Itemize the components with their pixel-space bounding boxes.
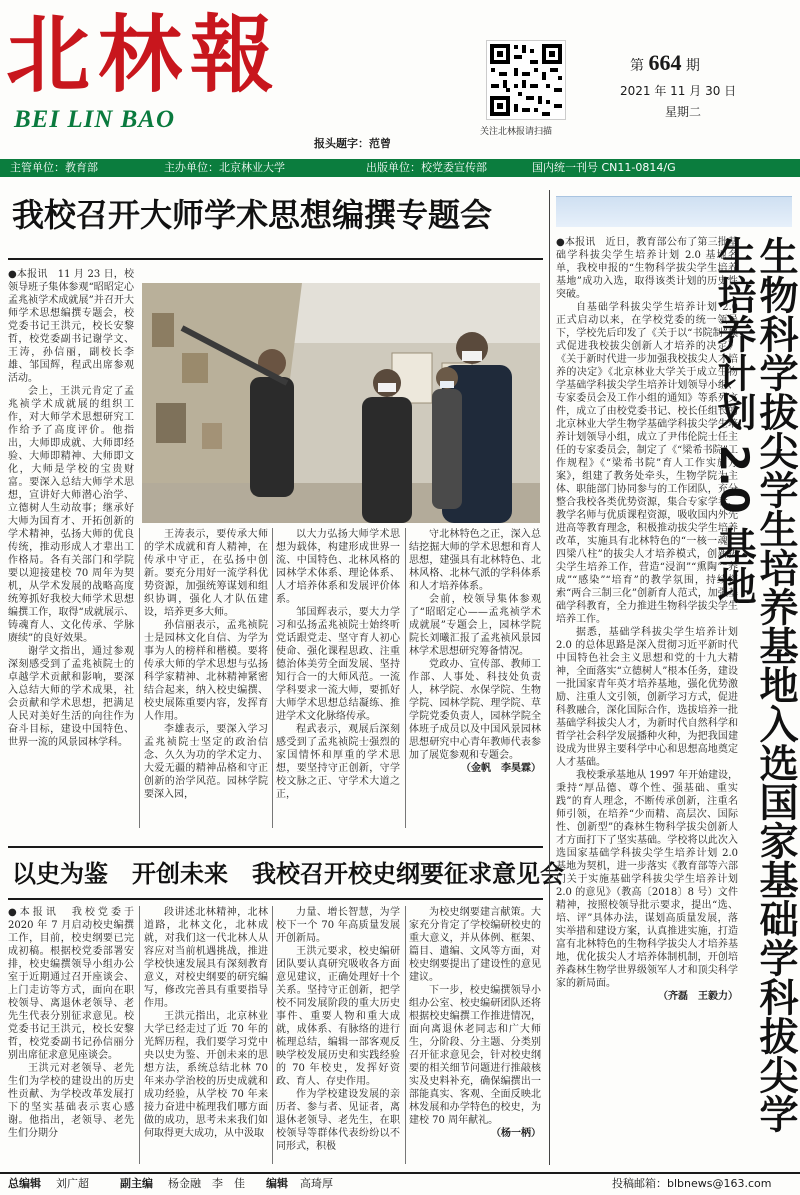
paragraph: 王洪元指出，北京林业大学已经走过了近 70 年的光辉历程，我们要学习党中央以史为鉴、开创未来的思想方法，系统总结北林 70 年来办学治校的历史成就和成功经验，从学校 70 年来接力奋进中梳理我们哪方面做的成功，思考未来我们如何取得更大成功，从中汲取 (144, 1011, 268, 1139)
byline: （杨一柄） (491, 1128, 541, 1139)
issue-prefix: 第 (630, 58, 644, 74)
article-headline[interactable]: 以史为鉴 开创未来 我校召开校史纲要征求意见会 (12, 859, 564, 888)
article-column (144, 528, 268, 840)
paragraph: 党政办、宣传部、教师工作部、人事处、科技处负责人，林学院、水保学院、生物学院、园林学院、理学院、草学院党委负责人，园林学院全体班子成员以及中国风景园林思想研究中心青年教师代表参加了展览参观和专题会。 (409, 659, 541, 761)
supervisor-unit: 主管单位：教育部 (10, 161, 98, 174)
article-column (276, 906, 400, 1166)
deputy-editor-label: 副主编 (120, 1177, 153, 1190)
paragraph: 王洪元对老领导、老先生们为学校的建设出的历史性贡献、为学校改革发展打下的坚实基础表示衷心感谢。他指出，老领导、老先生们分期分 (8, 1063, 134, 1139)
issue-number-value: 664 (648, 50, 682, 75)
chief-editor: 刘广超 (56, 1177, 89, 1190)
title-credit: 报头题字：范曾 (314, 137, 391, 150)
qr-code-icon[interactable] (486, 40, 566, 120)
paragraph: 王洪元要求，校史编研团队要认真研究吸收各方面意见建议，正确处理好十个关系。坚持守正创新，把学校不同发展阶段的重大历史事件、重要人物和重大成就，成体系、有脉络的进行梳理总结，编辑一部客观反映学校发展历史和实践经验的 70 年校史，发挥好资政、育人、存史作用。 (276, 946, 400, 1087)
news-photo[interactable] (142, 283, 540, 523)
paragraph: 谢学文指出，通过参观深刻感受到了孟兆祯院士的卓越学术贡献和影响，要深入总结大师的学术成果，社会贡献和学术思想，把满足人民对美好生活的向往作为奋斗目标，建设中国特色、世界一流的风景园林学科。 (8, 646, 134, 748)
column-divider (272, 528, 273, 828)
paragraph: 我校秉承基地从 1997 年开始建设，秉持“厚品德、尊个性、强基础、重实践”的育人理念，不断传承创新，注重名师引领，在培养“少而精、高层次、国际性、创新型”的森林生物科学拔尖创新人才方面打下了坚实基础。学校将以此次入选国家基础学科拔尖学生培养计划 2.0 基地为契机，进一步落实《教育部等六部门关于实施基础学科拔尖学生培养计划 2.0 的意见》（教高〔2018〕8 号）文件精神，按照校领导批示要求，提出“选、培、评”具体办法，谋划高质量发展，落实举措和建设方案，认真推进实施，打造富有北林特色的生物科学拔尖人才培养基地，优化拔尖人才培养体制机制，开创培养森林生物学世界级领军人才和顶尖科学家的新局面。 (556, 770, 738, 989)
paragraph: 王涛表示，要传承大师的学术成就和育人精神，在传承中守正，在弘扬中创新。要充分用好一流学科优势资源，加强统筹谋划和组织协调，强化人才队伍建设，培养更多大师。 (144, 529, 268, 618)
cn-number: 国内统一刊号 CN11-0814/G (532, 161, 676, 174)
section-divider (549, 190, 550, 1165)
article-column (409, 906, 541, 1166)
submission-email[interactable]: 投稿邮箱：blbnews@163.com (612, 1177, 772, 1190)
publisher-unit: 出版单位：校党委宣传部 (366, 161, 487, 174)
paragraph: 自基础学科拔尖学生培养计划 2.0 正式启动以来，在学校党委的统一领导下，学校先后印发了《关于以“书院制”模式促进我校拔尖创新人才培养的决定》《关于新时代进一步加强我校拔尖人才培养的决定》《北京林业大学关于成立生物学基础学科拔尖学生培养计划领导小组、专家委员会及工作小组的通知》等系列文件，成立了由校党委书记、校长任组长的北京林业大学生物学基础学科拔尖学生培养计划领导小组，成立了尹伟伦院士任主任的专家委员会，制定了《“梁希书院”工作规程》《“梁希书院”育人工作实施方案》，组建了教务处牵头，生物学院为主体、职能部门协同参与的工作团队，充分整合我校各类优势资源，集合专家学者、教学名师与优质课程资源，吸收国内外先进高等教育理念，积极推动拔尖学生培养改革，实施具有北林特色的“一核一魂、四梁八柱”的拔尖人才培养模式，创新拔尖学生培养工作，营造“浸润”“熏陶”“养成”“感染”“培育”的教学氛围，持续探索“两合三制三化”创新育人范式，加强基础学科教育，全力推进生物科学拔尖学生培养工作。 (556, 302, 738, 625)
divider (8, 846, 543, 848)
paragraph: 力量、增长智慧，为学校下一个 70 年高质量发展开创新局。 (276, 907, 400, 944)
article-column (8, 268, 134, 843)
publication-info-bar (0, 159, 800, 177)
paragraph: 李雄表示，要深入学习孟兆祯院士坚定的政治信念、久久为功的学术定力、大爱无疆的精神品格和守正创新的治学风范。园林学院要深入园， (144, 724, 268, 800)
editor: 高琦厚 (300, 1177, 333, 1190)
paragraph: 程武表示，观展后深刻感受到了孟兆祯院士强烈的家国情怀和厚重的学术思想，要坚持守正创新，守学校文脉之正、守学术大道之正， (276, 724, 400, 800)
article-column (276, 528, 400, 840)
paragraph: 据悉，基础学科拔尖学生培养计划 2.0 的总体思路是深入贯彻习近平新时代中国特色社会主义思想和党的十九大精神，全面落实“立德树人”根本任务，建设一批国家青年英才培养基地，强化优势激励、注重人文引领，创新学习方式，促进科教融合，深化国际合作，选拔培养一批基础学科拔尖人才，为新时代自然科学和哲学社会科学发展播种火种，为把我国建设成为世界主要科学中心和思想高地奠定人才基础。 (556, 627, 738, 768)
column-divider (139, 906, 140, 1164)
article-column (144, 906, 268, 1166)
article-column (8, 906, 134, 1166)
paragraph: 段讲述北林精神，北林道路，北林文化，北林成就，对我们这一代北林人从容应对当前机遇挑战，推进学校快速发展具有深刻教育意义，对校史纲要的研究编写，修改完善具有重要指导作用。 (144, 907, 268, 1009)
paragraph: 会上，王洪元肯定了孟兆祯学术成就展的组织工作，对大师学术思想研究工作给予了高度评价。他指出，大师即成就、大师即经验、大师即精神、大师即文化，大师是学校的宝贵财富。要深入总结大师学术思想，宣讲好大师潜心治学、立德树人生动故事；继承好大师为国育才、开拓创新的学术精神，弘扬大师的优良传统，推动形成人才辈出工作格局。各有关部门和学院要以迎接建校 70 周年为契机，从学术发展的战略高度统筹抓好我校大师学术思想编撰工作，取得“成就展示、铸魂育人、文化传承、学脉赓续”的良好效果。 (8, 386, 134, 644)
masthead (0, 0, 800, 158)
feature-headline[interactable]: 生物科学拔尖学生培养基地入选国家基础学科拔尖学生培养计划 2.0 基地 (711, 236, 798, 1133)
paragraph: ●本报讯 我校党委于 2020 年 7 月启动校史编撰工作，目前，校史纲要已完成初稿。根据校党委部署安排，校史编撰领导小组办公室于近期通过召开座谈会、上门走访等方式，面向在职校领导、离退休老领导、老先生代表分别征求意见。校党委书记王洪元，校长安黎哲，校党委副书记孙信丽分别出席征求意见座谈会。 (8, 907, 134, 1061)
article-column (409, 528, 541, 840)
paragraph: 下一步，校史编撰领导小组办公室、校史编研团队还将根据校史编撰工作推进情况，面向离退休老同志和广大师生，分阶段、分主题、分类别召开征求意见会，针对校史纲要的相关细节问题进行推敲核实及史料补充，确保编撰出一部能真实、客观、全面反映北林发展和办学特色的校史，为建校 70 周年献礼。 (409, 985, 541, 1126)
newspaper-logo-english: BEI LIN BAO (14, 106, 176, 133)
paragraph: 邹国辉表示，要大力学习和弘扬孟兆祯院士始终听党话跟党走、坚守育人初心使命、强化课程思政、注重德治体美劳全面发展、坚持知行合一的大师风范。一流学科要求一流大师，要抓好大师学术思想总结凝练、推进学术文化脉络传承。 (276, 607, 400, 722)
issue-suffix: 期 (685, 58, 700, 74)
byline: （齐磊 王毅力） (658, 991, 738, 1002)
column-divider (405, 906, 406, 1164)
sponsor-unit: 主办单位：北京林业大学 (164, 161, 285, 174)
footer (0, 1172, 800, 1195)
paragraph: 为校史纲要建言献策。大家充分肯定了学校编研校史的重大意义，并从体例、框架、篇目、遣编、文风等方面，对校史纲要提出了建设性的意见建议。 (409, 907, 541, 983)
editor-label: 编辑 (266, 1177, 288, 1190)
article-headline[interactable]: 我校召开大师学术思想编撰专题会 (12, 196, 493, 234)
paragraph: 会前，校领导集体参观了“昭昭定心——孟兆祯学术成就展”专题会上，园林学院院长刘曦汇报了孟兆祯风景园林学术思想研究筹备情况。 (409, 594, 541, 657)
column-divider (272, 906, 273, 1164)
deputy-editor: 杨金融 李 佳 (168, 1177, 245, 1190)
paragraph: ●本报讯 近日，教育部公布了第三批基础学科拔尖学生培养计划 2.0 基地名单，我校申报的“生物科学拔尖学生培养基地”成功入选，取得该类计划的历史性突破。 (556, 237, 738, 300)
column-divider (139, 528, 140, 828)
column-divider (405, 528, 406, 828)
issue-weekday: 星期二 (665, 105, 702, 119)
byline: （金帆 李昊霖） (461, 763, 541, 774)
newspaper-logo: 北林報 (6, 5, 283, 104)
paragraph: ●本报讯 11 月 23 日，校领导班子集体参观“昭昭定心孟兆祯学术成就展”并召开大师学术思想编撰专题会，校党委书记王洪元，校长安黎哲，校党委副书记谢学文、王涛，孙信丽，副校长李雄、邹国辉，程武出席参观活动。 (8, 269, 134, 384)
divider (8, 898, 543, 900)
divider (8, 258, 543, 260)
qr-caption: 关注北林报请扫描 (480, 127, 553, 137)
paragraph: 作为学校建设发展的亲历者、参与者、见证者，离退休老领导、老先生，在职校领导等群体代表纷纷以不同形式，积极 (276, 1089, 400, 1152)
paragraph: 守北林特色之正，深入总结挖掘大师的学术思想和育人思想，建强具有北林特色、北林风格、北林气派的学科体系和人才培养体系。 (409, 529, 541, 592)
issue-number (630, 50, 700, 76)
paragraph: 孙信丽表示，孟兆祯院士是园林文化自信、为学为事为人的榜样和楷模。要将传承大师的学术思想与弘扬科学家精神、北林精神紧密结合起来，纳入校史编撰、校史展陈重要内容，发挥育人作用。 (144, 620, 268, 722)
feature-header-band (556, 196, 792, 227)
paragraph: 以大力弘扬大师学术思想为载体，构建形成世界一流、中国特色、北林风格的园林学术体系、理论体系、人才培养体系和发展评价体系。 (276, 529, 400, 605)
issue-date: 2021 年 11 月 30 日 (620, 84, 737, 98)
chief-editor-label: 总编辑 (8, 1177, 41, 1190)
